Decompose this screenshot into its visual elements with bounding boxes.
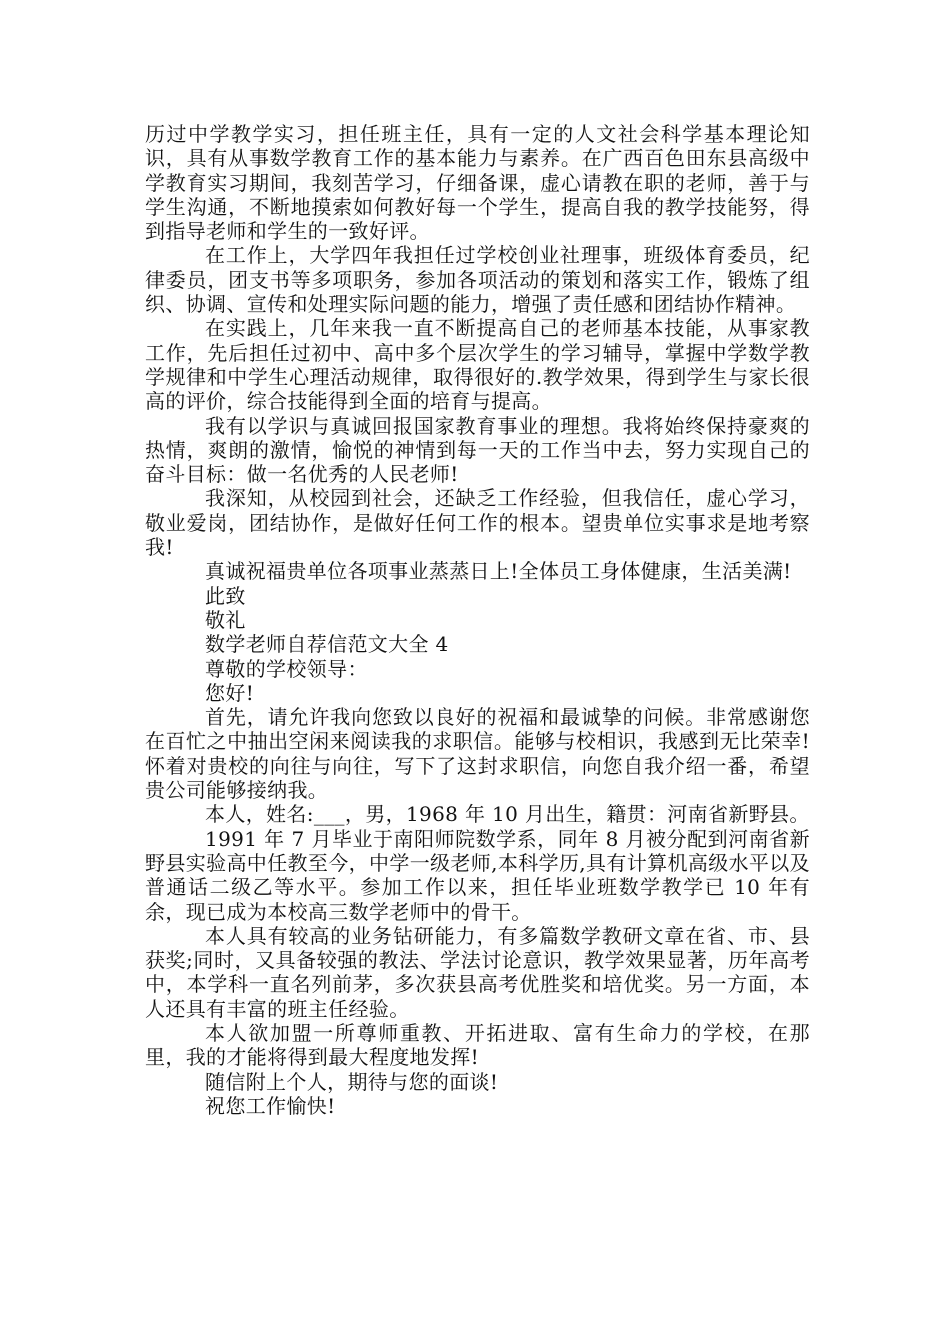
paragraph-personal-info: 本人，姓名:___，男，1968 年 10 月出生，籍贯：河南省新野县。 — [205, 802, 810, 827]
letter-greeting: 尊敬的学校领导： — [205, 656, 368, 681]
paragraph-career: 1991 年 7 月毕业于南阳师院数学系，同年 8 月被分配到河南省新野县实验高中任教至今，中学一级老师,本科学历,具有计算机高级水平以及普通话二级乙等水平。参加工作以来，担任毕业班数学教学已 10 年有余，现已成为本校高三数学老师中的骨干。 — [145, 826, 810, 924]
section-title: 数学老师自荐信范文大全 4 — [205, 632, 449, 657]
paragraph-internship: 历过中学教学实习，担任班主任，具有一定的人文社会科学基本理论知识，具有从事数学教育工作的基本能力与素养。在广西百色田东县高级中学教育实习期间，我刻苦学习，仔细备课，虚心请教在职的老师，善于与学生沟通，不断地摸索如何教好每一个学生，提高自我的教学技能努，得到指导老师和学生的一致好评。 — [145, 122, 810, 244]
paragraph-ideal: 我有以学识与真诚回报国家教育事业的理想。我将始终保持豪爽的热情，爽朗的激情，愉悦的神情到每一天的工作当中去，努力实现自己的奋斗目标：做一名优秀的人民老师! — [145, 413, 810, 487]
closing-regards: 敬礼 — [205, 607, 246, 632]
paragraph-practice: 在实践上，几年来我一直不断提高自己的老师基本技能，从事家教工作，先后担任过初中、高中多个层次学生的学习辅导，掌握中学数学教学规律和中学生心理活动规律，取得很好的.教学效果，得到学生与家长很高的评价，综合技能得到全面的培育与提高。 — [145, 316, 810, 414]
paragraph-aspiration: 本人欲加盟一所尊师重教、开拓进取、富有生命力的学校，在那里，我的才能将得到最大程度地发挥! — [145, 1020, 810, 1070]
closing-attachment: 随信附上个人，期待与您的面谈! — [205, 1069, 499, 1094]
paragraph-wishes: 真诚祝福贵单位各项事业蒸蒸日上!全体员工身体健康，生活美满! — [205, 559, 792, 584]
paragraph-intro: 首先，请允许我向您致以良好的祝福和最诚挚的问候。非常感谢您在百忙之中抽出空闲来阅读我的求职信。能够与校相识，我感到无比荣幸!怀着对贵校的向往与向往，写下了这封求职信，向您自我介绍一番，希望贵公司能够接纳我。 — [145, 705, 810, 803]
paragraph-abilities: 本人具有较高的业务钻研能力，有多篇数学教研文章在省、市、县获奖;同时，又具备较强的教法、学法讨论意识，教学效果显著，历年高考中，本学科一直名列前茅，多次获县高考优胜奖和培优奖。另一方面，本人还具有丰富的班主任经验。 — [145, 923, 810, 1021]
closing-salutation: 此致 — [205, 583, 246, 608]
paragraph-work: 在工作上，大学四年我担任过学校创业社理事，班级体育委员，纪律委员，团支书等多项职务，参加各项活动的策划和落实工作，锻炼了组织、协调、宣传和处理实际问题的能力，增强了责任感和团结协作精神。 — [145, 243, 810, 317]
closing-wish: 祝您工作愉快! — [205, 1093, 336, 1118]
letter-hello: 您好! — [205, 680, 255, 705]
document-body — [145, 122, 810, 1118]
paragraph-awareness: 我深知，从校园到社会，还缺乏工作经验，但我信任，虚心学习，敬业爱岗，团结协作，是做好任何工作的根本。望贵单位实事求是地考察我! — [145, 486, 810, 560]
